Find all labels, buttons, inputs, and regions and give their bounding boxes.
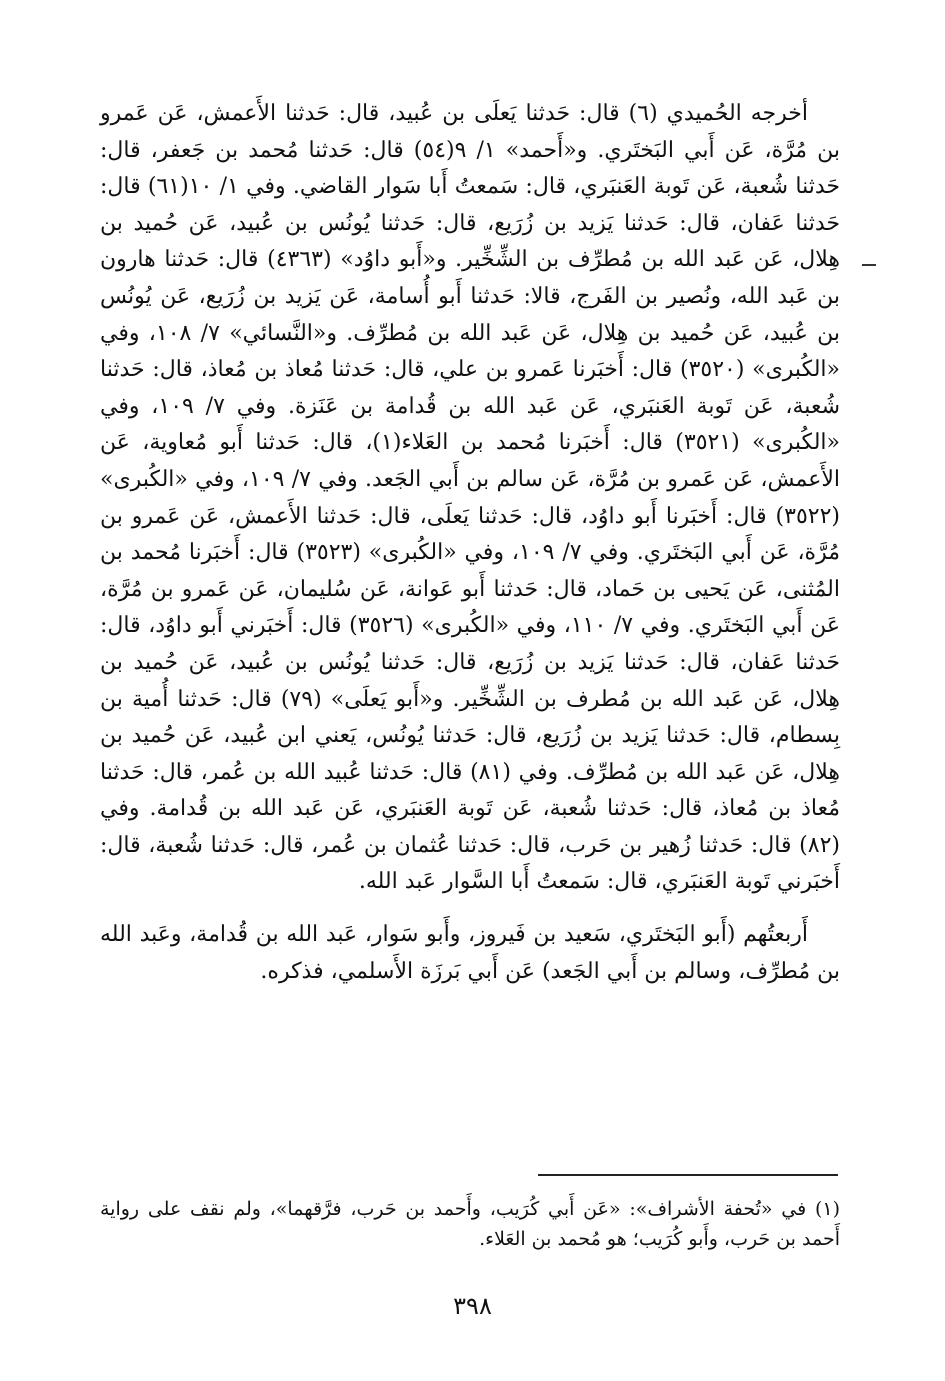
paragraph-summary: أَربعتُهم (أَبو البَختَري، سَعيد بن فَيروز، وأَبو سَوار، عَبد الله بن قُدامة، وعَبد الله بن مُطرِّف، وسالم بن أَبي الجَعد) عَن أَبي بَرزَة الأَسلمي، فذكره. [100,922,840,984]
footnote: (١) في «تُحفة الأشراف»: «عَن أَبي كُرَيب، وأَحمد بن حَرب، فرَّقهما»، ولم نقف على رواية أَحمد بن حَرب، وأَبو كُرَيب؛ هو مُحمد بن العَلاء. [100,1198,840,1250]
page-number: ٣٩٨ [453,1292,492,1320]
main-text [100,96,840,990]
margin-mark [862,264,876,266]
footnote-divider [538,1174,838,1176]
paragraph-takhrij: أخرجه الحُميدي (٦) قال: حَدثنا يَعلَى بن عُبيد، قال: حَدثنا الأَعمش، عَن عَمرو بن مُرَّة، عَن أَبي البَختَري. و«أَحمد» ١/ ٩(٥٤) قال: حَدثنا مُحمد بن جَعفر، قال: حَدثنا شُعبة، عَن تَوبة العَنبَري، قال: سَمعتُ أَبا سَوار القاضي. وفي ١/ ١٠(٦١) قال: حَدثنا عَفان، قال: حَدثنا يَزيد بن زُرَيع، قال: حَدثنا يُونُس بن عُبيد، عَن حُميد بن هِلال، عَن عَبد الله بن مُطرِّف بن الشِّخِّير. و«أَبو داوُد» (٤٣٦٣) قال: حَدثنا هارون بن عَبد الله، ونُصير بن الفَرج، قالا: حَدثنا أَبو أُسامة، عَن يَزيد بن زُرَيع، عَن يُونُس بن عُبيد، عَن حُميد بن هِلال، عَن عَبد الله بن مُطرِّف. و«النَّسائي» ٧/ ١٠٨، وفي «الكُبرى» (٣٥٢٠) قال: أَخبَرنا عَمرو بن علي، قال: حَدثنا مُعاذ بن مُعاذ، قال: حَدثنا شُعبة، عَن تَوبة العَنبَري، عَن عَبد الله بن قُدامة بن عَنَزة. وفي ٧/ ١٠٩، وفي «الكُبرى» (٣٥٢١) قال: أَخبَرنا مُحمد بن العَلاء(١)، قال: حَدثنا أَبو مُعاوية، عَن الأَعمش، عَن عَمرو بن مُرَّة، عَن سالم بن أَبي الجَعد. وفي ٧/ ١٠٩، وفي «الكُبرى» (٣٥٢٢) قال: أَخبَرنا أَبو داوُد، قال: حَدثنا يَعلَى، قال: حَدثنا الأَعمش، عَن عَمرو بن مُرَّة، عَن أَبي البَختَري. وفي ٧/ ١٠٩، وفي «الكُبرى» (٣٥٢٣) قال: أَخبَرنا مُحمد بن المُثنى، عَن يَحيى بن حَماد، قال: حَدثنا أَبو عَوانة، عَن سُليمان، عَن عَمرو بن مُرَّة، عَن أَبي البَختَري. وفي ٧/ ١١٠، وفي «الكُبرى» (٣٥٢٦) قال: أَخبَرني أَبو داوُد، قال: حَدثنا عَفان، قال: حَدثنا يَزيد بن زُرَيع، قال: حَدثنا يُونُس بن عُبيد، عَن حُميد بن هِلال، عَن عَبد الله بن مُطرف بن الشِّخِّير. و«أَبو يَعلَى» (٧٩) قال: حَدثنا أُمية بن بِسطام، قال: حَدثنا يَزيد بن زُرَيع، قال: حَدثنا يُونُس، يَعني ابن عُبيد، عَن حُميد بن هِلال، عَن عَبد الله بن مُطرِّف. وفي (٨١) قال: حَدثنا عُبيد الله بن عُمر، قال: حَدثنا مُعاذ بن مُعاذ، قال: حَدثنا شُعبة، عَن تَوبة العَنبَري، عَن عَبد الله بن قُدامة. وفي (٨٢) قال: حَدثنا زُهير بن حَرب، قال: حَدثنا عُثمان بن عُمر، قال: حَدثنا شُعبة، قال: أَخبَرني تَوبة العَنبَري، قال: سَمعتُ أَبا السَّوار عَبد الله. [100,101,841,895]
